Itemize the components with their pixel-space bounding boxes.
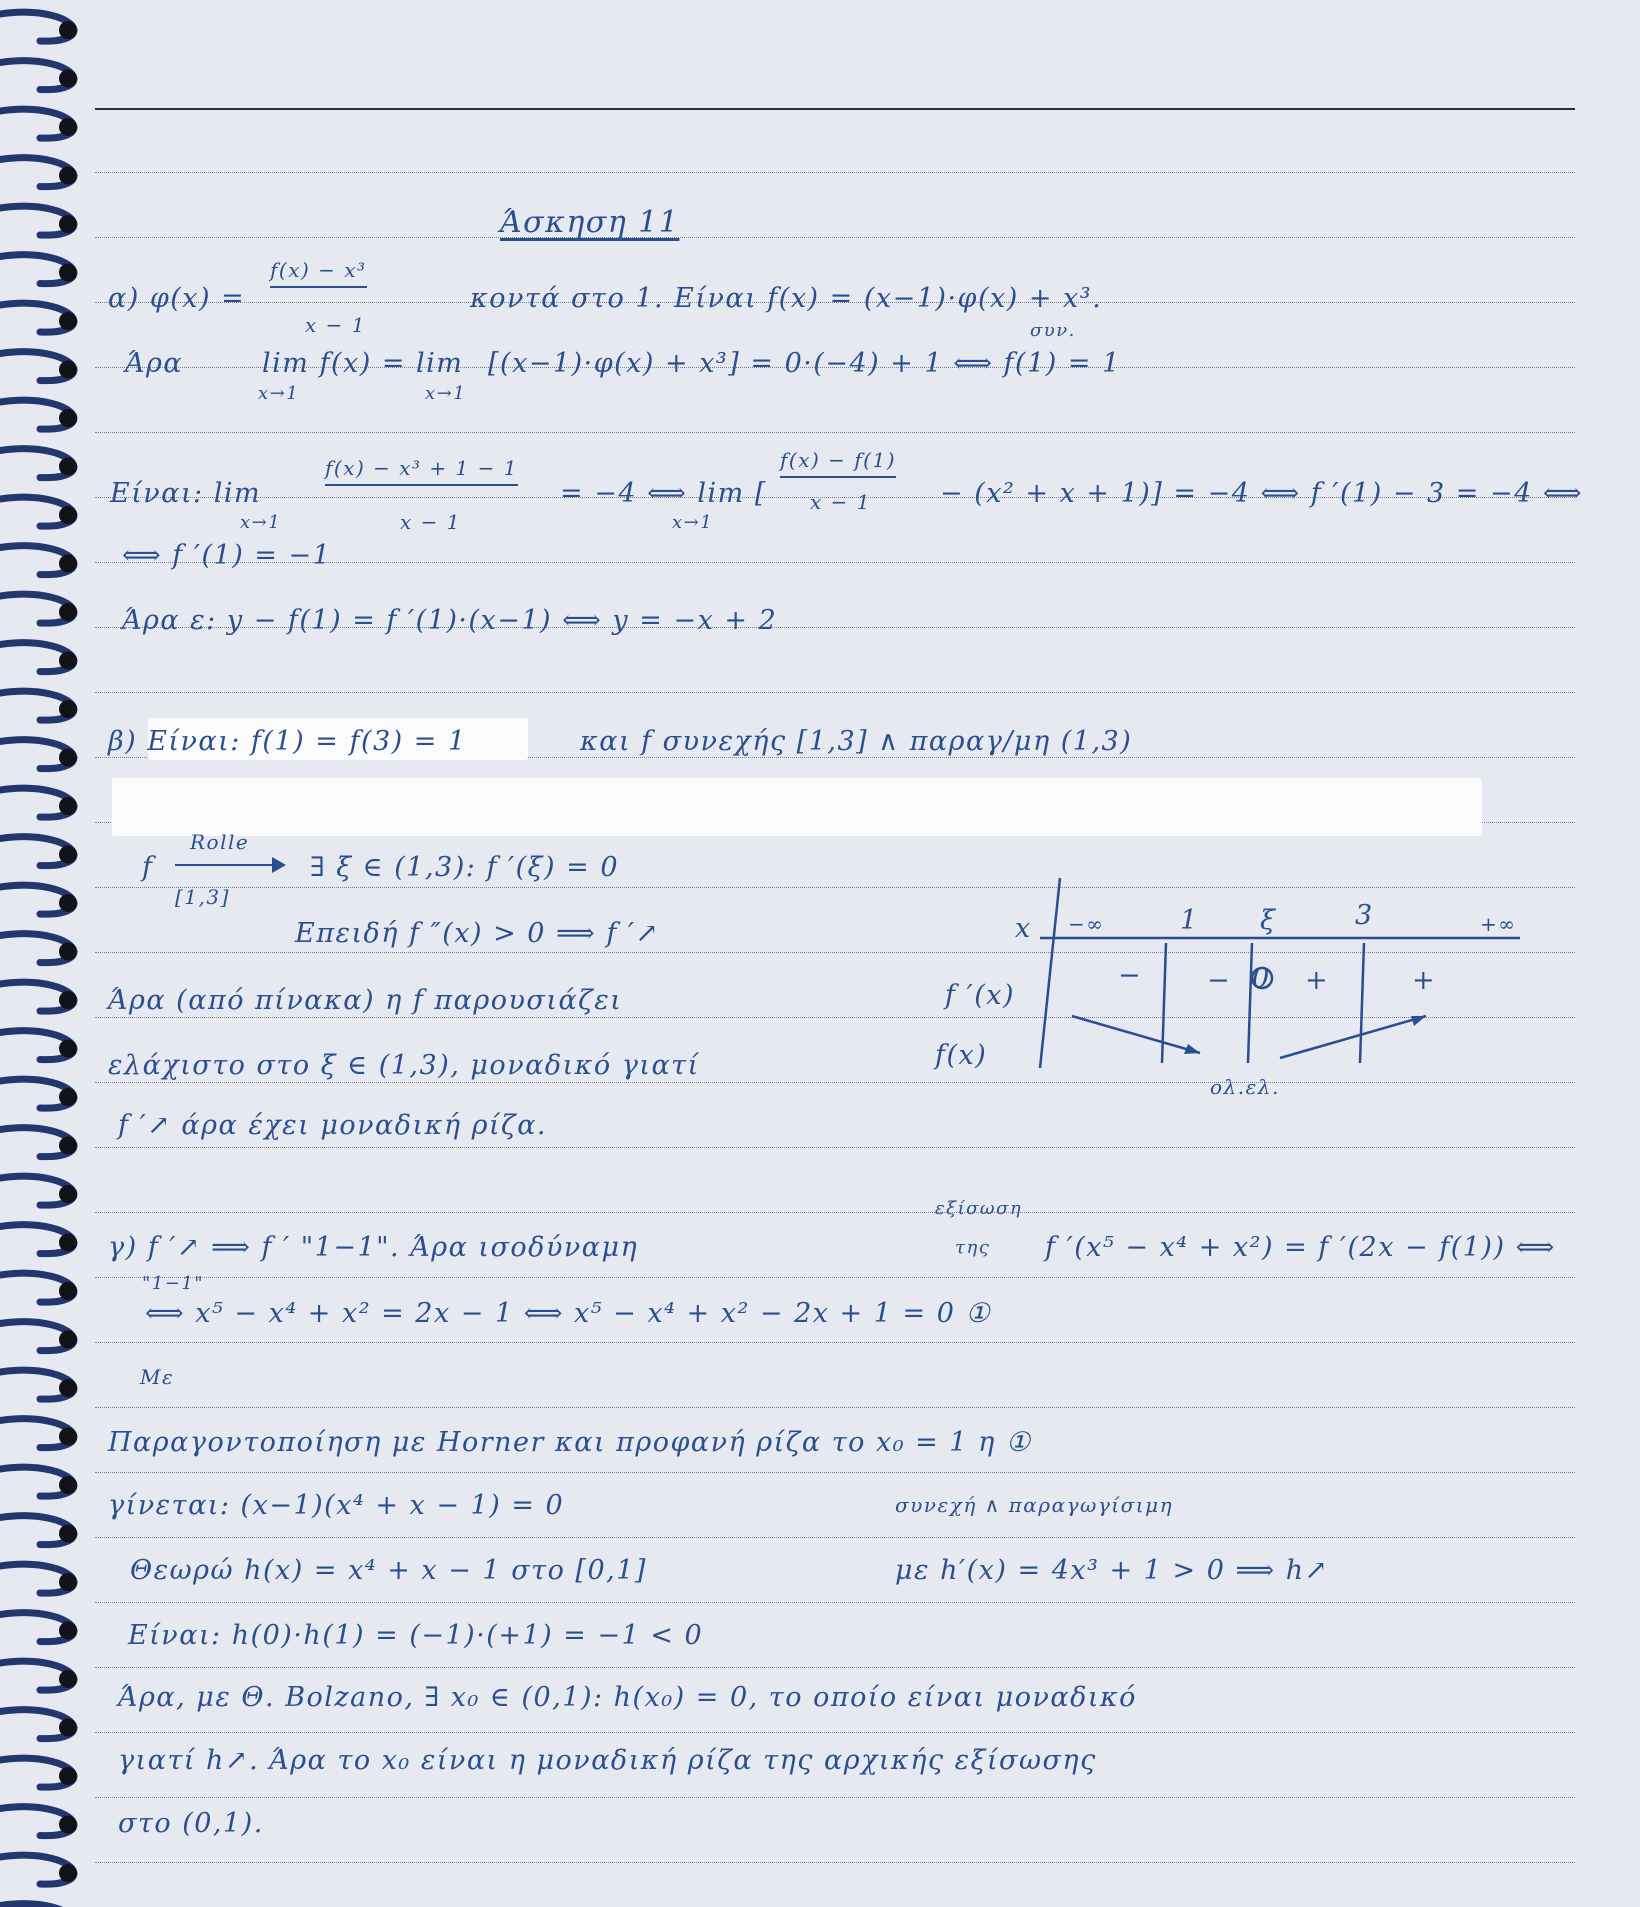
correction-tape [112,778,1482,836]
exercise-title: Άσκηση 11 [500,205,680,240]
part-c-note-eksisosi: εξίσωση [935,1198,1023,1219]
table-sign-5: + [1412,965,1437,996]
part-a-line3-under1: x→1 [240,512,282,533]
table-row-f: f(x) [935,1040,988,1071]
table-row-x: x [1015,913,1032,944]
table-col-pos-inf: +∞ [1480,912,1517,936]
spiral-hole [59,1767,77,1785]
part-b-line4: ελάχιστο στο ξ ∈ (1,3), μοναδικό γιατί [108,1050,700,1081]
part-b-line1: β) Είναι: f(1) = f(3) = 1 [108,726,467,757]
part-c-line5-rest: με h′(x) = 4x³ + 1 > 0 ⟹ h↗ [895,1555,1329,1586]
part-a-line3-frac-den: x − 1 [810,490,871,514]
part-c-line3: Παραγοντοποίηση με Horner και προφανή ρίζα το x₀ = 1 η ① [108,1427,1032,1458]
spiral-hole [59,1476,77,1494]
spiral-hole [59,264,77,282]
part-c-line6: Είναι: h(0)·h(1) = (−1)·(+1) = −1 < 0 [128,1620,704,1651]
part-c-line4: γίνεται: (x−1)(x⁴ + x − 1) = 0 [108,1490,565,1521]
table-sign-4: + [1305,965,1330,996]
spiral-hole [59,21,77,39]
part-c-line4-note: συνεχή ∧ παραγωγίσιμη [895,1493,1174,1517]
spiral-hole [59,361,77,379]
part-b-line5: f ′↗ άρα έχει μοναδική ρίζα. [118,1110,548,1141]
ruled-line [95,1472,1575,1473]
part-a-line1-lhs: α) φ(x) = [108,283,246,314]
table-sign-2: − [1207,965,1232,996]
part-c-line1: γ) f ′↗ ⟹ f ′ "1−1". Άρα ισοδύναμη [108,1232,639,1263]
rolle-result: ∃ ξ ∈ (1,3): f ′(ξ) = 0 [310,852,620,883]
ruled-line [95,1732,1575,1733]
spiral-hole [59,458,77,476]
table-col-xi: ξ [1260,905,1277,936]
spiral-hole [59,1331,77,1349]
part-c-note-tis: της [955,1237,991,1258]
part-a-line2-limits: lim f(x) = lim [262,348,464,379]
spiral-hole [59,846,77,864]
spiral-hole [59,797,77,815]
ruled-line [95,432,1575,433]
ruled-line [95,1667,1575,1668]
table-zero-circle [1252,968,1272,988]
spiral-hole [59,1864,77,1882]
table-arrow-down [1072,1016,1200,1053]
spiral-hole [59,1428,77,1446]
rolle-interval: [1,3] [175,885,230,909]
spiral-hole [59,991,77,1009]
table-col-3: 3 [1355,900,1374,931]
spiral-hole [59,1622,77,1640]
part-b-epeidh: Επειδή f ″(x) > 0 ⟹ f ′↗ [295,918,660,949]
table-col-1: 1 [1180,905,1199,936]
part-a-line3-numerator: f(x) − x³ + 1 − 1 [325,456,518,486]
spiral-hole [59,312,77,330]
part-a-line4: ⟺ f ′(1) = −1 [122,540,332,571]
ruled-line [95,692,1575,693]
table-min-label: ολ.ελ. [1210,1075,1280,1099]
spiral-hole [59,1088,77,1106]
part-a-line2-rest: [(x−1)·φ(x) + x³] = 0·(−4) + 1 ⟺ f(1) = 1 [488,348,1121,379]
spiral-hole [59,1670,77,1688]
spiral-hole [59,1282,77,1300]
part-a-line1-numerator: f(x) − x³ [270,258,367,288]
spiral-hole [59,118,77,136]
spiral-hole [59,506,77,524]
ruled-line [95,1277,1575,1278]
table-vline-xi [1248,943,1252,1063]
table-vline-1 [1162,943,1166,1063]
spiral-hole [59,215,77,233]
spiral-hole [59,555,77,573]
part-c-line1-rest: f ′(x⁵ − x⁴ + x²) = f ′(2x − f(1)) ⟺ [1045,1232,1556,1263]
table-arrow-down-head [1184,1044,1200,1054]
ruled-line [95,172,1575,173]
part-c-line8: γιατί h↗. Άρα το x₀ είναι η μοναδική ρίζα της αρχικής εξίσωσης [118,1745,1097,1776]
part-a-line3-under2: x→1 [672,512,714,533]
spiral-hole [59,1379,77,1397]
part-b-line1-rest: και f συνεχής [1,3] ∧ παραγ/μη (1,3) [580,726,1133,757]
table-arrow-up-head [1411,1016,1426,1026]
table-sign-1: − [1118,960,1143,991]
spiral-hole [59,1573,77,1591]
rolle-label: Rolle [190,830,250,854]
ruled-line [95,1342,1575,1343]
ruled-line [95,1797,1575,1798]
spiral-hole [59,652,77,670]
part-c-line5: Θεωρώ h(x) = x⁴ + x − 1 στο [0,1] [130,1555,647,1586]
table-vline-3 [1360,943,1364,1063]
top-margin-rule [95,108,1575,110]
spiral-hole [59,700,77,718]
spiral-hole [59,749,77,767]
spiral-hole [59,1234,77,1252]
ruled-line [95,1862,1575,1863]
part-c-line3-note: Με [140,1365,175,1389]
spiral-binding [0,0,95,1907]
table-vline-left [1040,878,1060,1068]
ruled-line [95,1212,1575,1213]
table-sign-3: 0 [1252,963,1271,994]
part-a-line2-under1: x→1 [258,383,300,404]
part-a-line3-prefix: Είναι: lim [110,478,262,509]
part-a-line1-rest: κοντά στο 1. Είναι f(x) = (x−1)·φ(x) + x³. [470,283,1103,314]
ruled-line [95,1407,1575,1408]
spiral-hole [59,894,77,912]
ruled-line [95,1147,1575,1148]
rolle-arrow-head [272,857,286,873]
spiral-hole [59,409,77,427]
part-a-line2-under2: x→1 [425,383,467,404]
part-a-line5: Άρα ε: y − f(1) = f ′(1)·(x−1) ⟺ y = −x + 2 [122,605,778,636]
spiral-hole [59,1040,77,1058]
table-col-neg-inf: −∞ [1068,912,1105,936]
spiral-hole [59,1525,77,1543]
spiral-hole [59,1719,77,1737]
part-c-line7: Άρα, με Θ. Bolzano, ∃ x₀ ∈ (0,1): h(x₀) = 0, το οποίο είναι μοναδικό [118,1682,1137,1713]
part-a-line3-mid: = −4 ⟺ lim [ [560,478,767,509]
part-c-line2: ⟺ x⁵ − x⁴ + x² = 2x − 1 ⟺ x⁵ − x⁴ + x² − 2x + 1 = 0 ① [145,1298,992,1329]
spiral-hole [59,1816,77,1834]
spiral-hole [59,1137,77,1155]
part-a-line1-denominator: x − 1 [305,313,366,337]
rolle-arrow [175,864,283,866]
table-arrow-up [1280,1016,1426,1058]
spiral-hole [59,1185,77,1203]
spiral-hole [59,943,77,961]
part-a-line2-note: συν. [1030,320,1076,341]
spiral-hole [59,603,77,621]
spiral-hole [59,70,77,88]
part-b-line3: Άρα (από πίνακα) η f παρουσιάζει [108,985,623,1016]
part-a-line3-frac-num: f(x) − f(1) [780,448,896,478]
table-row-fprime: f ′(x) [945,980,1016,1011]
sign-table [930,868,1530,1098]
part-a-line3-rest: − (x² + x + 1)] = −4 ⟺ f ′(1) − 3 = −4 ⟺ [940,478,1584,509]
part-c-line9: στο (0,1). [118,1808,264,1839]
ruled-line [95,237,1575,238]
ruled-line [95,1602,1575,1603]
rolle-f: f [142,852,154,883]
part-c-line2-note: "1−1" [142,1273,205,1294]
part-a-line2-prefix: Άρα [125,348,184,379]
spiral-hole [59,167,77,185]
part-a-line3-denominator: x − 1 [400,510,461,534]
ruled-line [95,1537,1575,1538]
